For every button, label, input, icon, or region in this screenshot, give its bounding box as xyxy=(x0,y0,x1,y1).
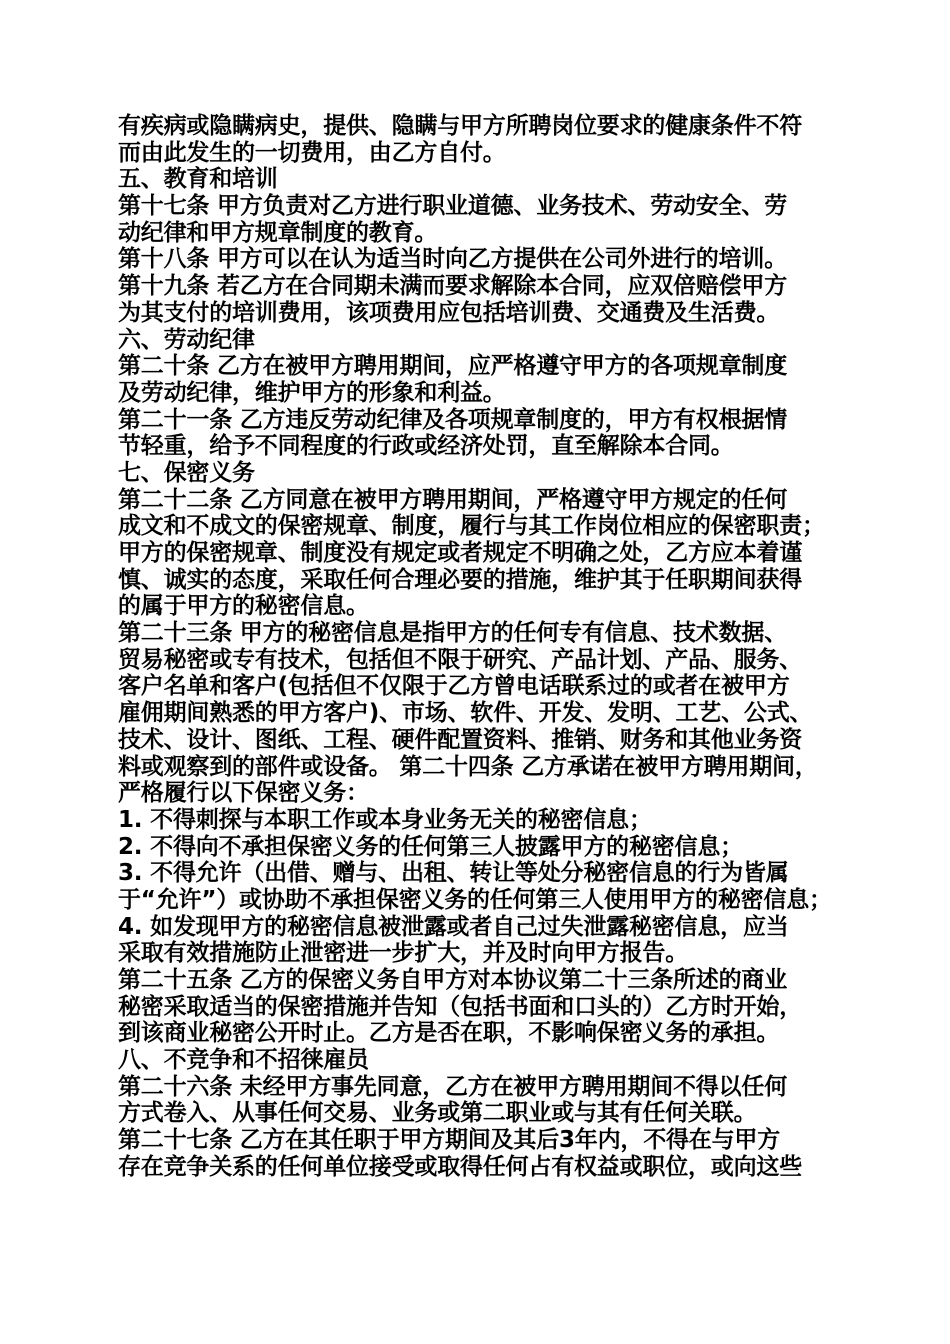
text-line: 动纪律和甲方规章制度的教育。 xyxy=(118,219,438,246)
text-line: 第十七条 甲方负责对乙方进行职业道德、业务技术、劳动安全、劳 xyxy=(118,193,788,220)
text-line: 第十九条 若乙方在合同期未满而要求解除本合同，应双倍赔偿甲方 xyxy=(118,273,788,300)
text-line: 第二十六条 未经甲方事先同意，乙方在被甲方聘用期间不得以任何 xyxy=(118,1073,788,1100)
text-line: 节轻重，给予不同程度的行政或经济处罚，直至解除本合同。 xyxy=(118,433,734,460)
text-line: 技术、设计、图纸、工程、硬件配置资料、推销、财务和其他业务资 xyxy=(118,726,803,753)
list-item: 4. 如发现甲方的秘密信息被泄露或者自己过失泄露秘密信息，应当 xyxy=(118,913,789,940)
section-heading: 六、劳动纪律 xyxy=(118,326,255,353)
section-heading: 五、教育和培训 xyxy=(118,166,278,193)
text-line: 慎、诚实的态度，采取任何合理必要的措施，维护其于任职期间获得 xyxy=(118,566,803,593)
text-line: 为其支付的培训费用，该项费用应包括培训费、交通费及生活费。 xyxy=(118,299,780,326)
text-line: 采取有效措施防止泄密进一步扩大，并及时向甲方报告。 xyxy=(118,940,689,967)
text-line: 第二十一条 乙方违反劳动纪律及各项规章制度的，甲方有权根据情 xyxy=(118,406,788,433)
text-line: 雇佣期间熟悉的甲方客户)、市场、软件、开发、发明、工艺、公式、 xyxy=(118,700,813,727)
text-line: 第二十二条 乙方同意在被甲方聘用期间，严格遵守甲方规定的任何 xyxy=(118,486,788,513)
section-heading: 七、保密义务 xyxy=(118,459,255,486)
text-line: 第二十三条 甲方的秘密信息是指甲方的任何专有信息、技术数据、 xyxy=(118,620,788,647)
list-item: 3. 不得允许（出借、赠与、出租、转让等处分秘密信息的行为皆属 xyxy=(118,860,789,887)
text-line: 成文和不成文的保密规章、制度，履行与其工作岗位相应的保密职责； xyxy=(118,513,825,540)
text-line: 而由此发生的一切费用，由乙方自付。 xyxy=(118,139,506,166)
list-item: 2. 不得向不承担保密义务的任何第三人披露甲方的秘密信息； xyxy=(118,833,743,860)
text-line: 的属于甲方的秘密信息。 xyxy=(118,593,369,620)
text-line: 秘密采取适当的保密措施并告知（包括书面和口头的）乙方时开始， xyxy=(118,993,803,1020)
text-line: 贸易秘密或专有技术，包括但不限于研究、产品计划、产品、服务、 xyxy=(118,646,803,673)
text-line: 客户名单和客户(包括但不仅限于乙方曾电话联系过的或者在被甲方 xyxy=(118,673,790,700)
text-line: 存在竞争关系的任何单位接受或取得任何占有权益或职位，或向这些 xyxy=(118,1153,803,1180)
text-line: 到该商业秘密公开时止。乙方是否在职，不影响保密义务的承担。 xyxy=(118,1020,780,1047)
section-heading: 八、不竞争和不招徕雇员 xyxy=(118,1047,369,1074)
text-line: 于“允许”）或协助不承担保密义务的任何第三人使用甲方的秘密信息； xyxy=(118,886,832,913)
text-line: 及劳动纪律，维护甲方的形象和利益。 xyxy=(118,379,506,406)
text-line: 甲方的保密规章、制度没有规定或者规定不明确之处，乙方应本着谨 xyxy=(118,540,803,566)
text-line: 第二十五条 乙方的保密义务自甲方对本协议第二十三条所述的商业 xyxy=(118,967,788,993)
list-item: 1. 不得刺探与本职工作或本身业务无关的秘密信息； xyxy=(118,806,652,833)
text-line: 料或观察到的部件或设备。 第二十四条 乙方承诺在被甲方聘用期间， xyxy=(118,753,818,780)
text-line: 有疾病或隐瞒病史，提供、隐瞒与甲方所聘岗位要求的健康条件不符 xyxy=(118,113,803,139)
document-body xyxy=(118,113,848,1181)
text-line: 严格履行以下保密义务： xyxy=(118,780,369,807)
text-line: 第十八条 甲方可以在认为适当时向乙方提供在公司外进行的培训。 xyxy=(118,246,788,273)
text-line: 方式卷入、从事任何交易、业务或第二职业或与其有任何关联。 xyxy=(118,1100,757,1127)
text-line: 第二十七条 乙方在其任职于甲方期间及其后3年内，不得在与甲方 xyxy=(118,1127,781,1154)
text-line: 第二十条 乙方在被甲方聘用期间，应严格遵守甲方的各项规章制度 xyxy=(118,353,788,380)
